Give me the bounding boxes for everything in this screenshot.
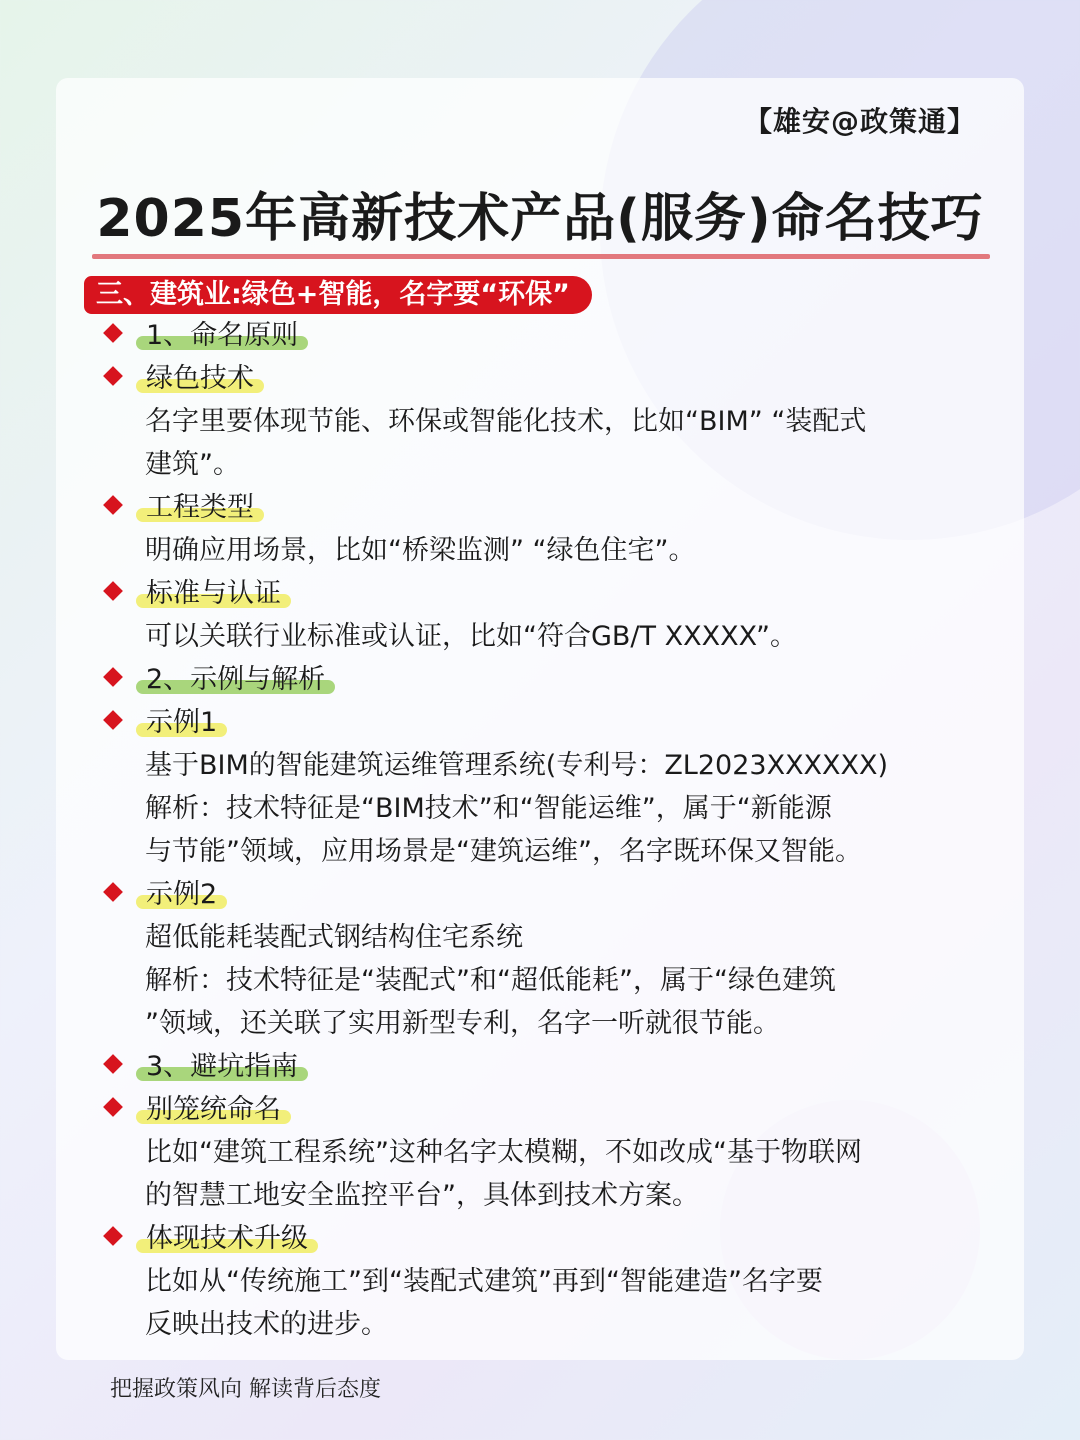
item-heading: 标准与认证 <box>136 579 291 609</box>
diamond-bullet-icon <box>103 1097 123 1117</box>
diamond-bullet-icon <box>103 366 123 386</box>
item-body: 比如从“传统施工”到“装配式建筑”再到“智能建造”名字要 反映出技术的进步。 <box>145 1266 823 1340</box>
item-body: 超低能耗装配式钢结构住宅系统 解析：技术特征是“装配式”和“超低能耗”，属于“绿色建筑 ”领域，还关联了实用新型专利，名字一听就很节能。 <box>145 922 836 1039</box>
diamond-bullet-icon <box>103 667 123 687</box>
item-heading: 示例1 <box>136 708 227 738</box>
footer-tagline: 把握政策风向 解读背后态度 <box>110 1377 381 1402</box>
diamond-bullet-icon <box>103 882 123 902</box>
item-body: 基于BIM的智能建筑运维管理系统(专利号：ZL2023XXXXXX) 解析：技术特征是“BIM技术”和“智能运维”，属于“新能源 与节能”领域，应用场景是“建筑运维”，名字既环保又智能。 <box>145 750 889 867</box>
item-heading: 1、命名原则 <box>136 321 308 351</box>
content-card <box>56 78 1024 1360</box>
item-heading: 绿色技术 <box>136 364 264 394</box>
brand-label: 【雄安@政策通】 <box>743 105 976 138</box>
item-body: 可以关联行业标准或认证，比如“符合GB/T XXXXX”。 <box>145 621 797 652</box>
title-divider <box>92 254 990 259</box>
diamond-bullet-icon <box>103 323 123 343</box>
list-item <box>56 486 1024 572</box>
item-heading: 2、示例与解析 <box>136 665 335 695</box>
item-heading: 别笼统命名 <box>136 1095 291 1125</box>
list-item <box>56 572 1024 658</box>
list-item <box>56 357 1024 486</box>
item-heading: 示例2 <box>136 880 227 910</box>
item-body: 明确应用场景，比如“桥梁监测” “绿色住宅”。 <box>145 535 696 566</box>
section-banner: 三、建筑业:绿色+智能，名字要“环保” <box>84 276 592 314</box>
list-item <box>56 873 1024 1045</box>
diamond-bullet-icon <box>103 1054 123 1074</box>
list-item <box>56 314 1024 357</box>
item-heading: 体现技术升级 <box>136 1224 318 1254</box>
item-heading: 工程类型 <box>136 493 264 523</box>
item-body: 名字里要体现节能、环保或智能化技术，比如“BIM” “装配式 建筑”。 <box>145 406 867 480</box>
diamond-bullet-icon <box>103 710 123 730</box>
item-list <box>56 314 1024 1346</box>
list-item <box>56 701 1024 873</box>
list-item <box>56 1088 1024 1217</box>
page-title: 2025年高新技术产品(服务)命名技巧 <box>96 189 984 249</box>
list-item <box>56 1217 1024 1346</box>
item-heading: 3、避坑指南 <box>136 1052 308 1082</box>
item-body: 比如“建筑工程系统”这种名字太模糊，不如改成“基于物联网 的智慧工地安全监控平台”，具体到技术方案。 <box>145 1137 862 1211</box>
list-item <box>56 1045 1024 1088</box>
list-item <box>56 658 1024 701</box>
diamond-bullet-icon <box>103 495 123 515</box>
diamond-bullet-icon <box>103 1226 123 1246</box>
diamond-bullet-icon <box>103 581 123 601</box>
